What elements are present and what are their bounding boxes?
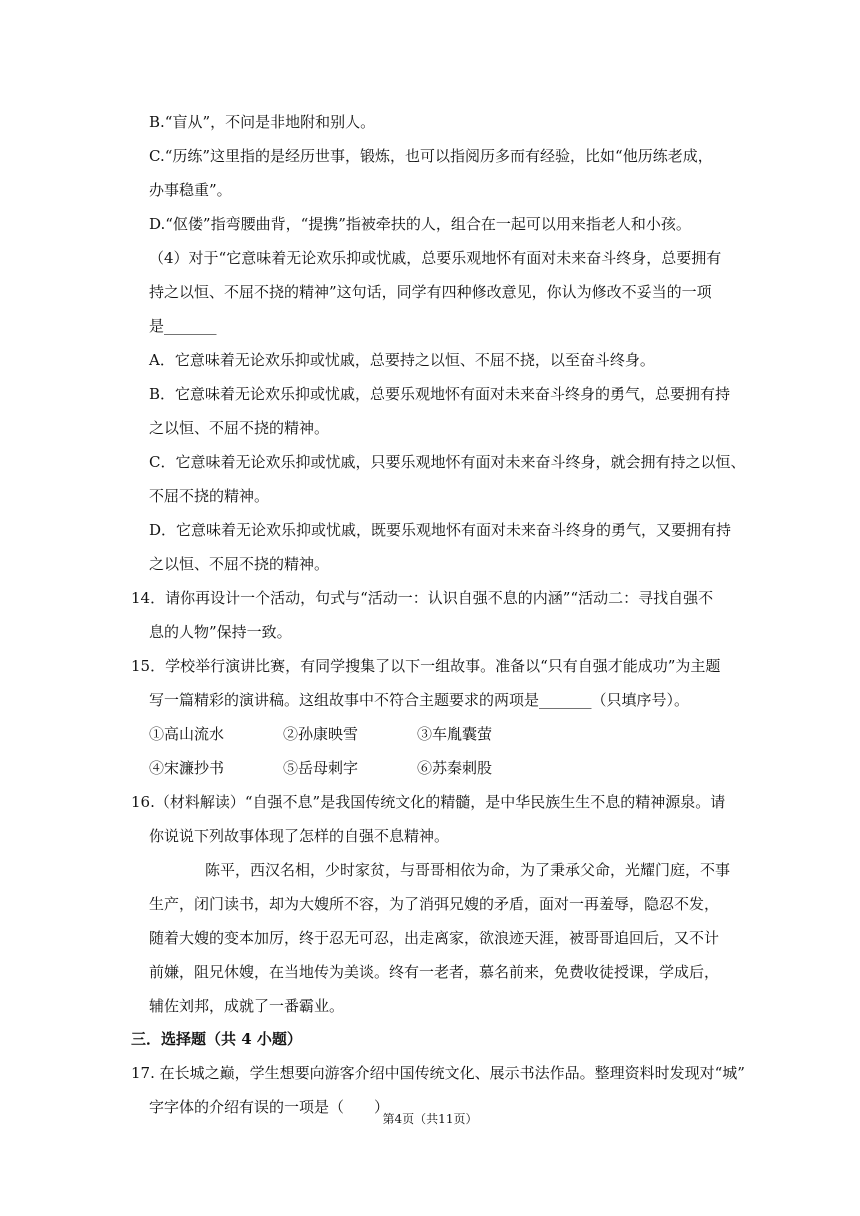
q4-stem-line3: 是_______ bbox=[149, 317, 217, 335]
option-d-line: D.“伛偻”指弯腰曲背，“提携”指被牵扶的人，组合在一起可以用来指老人和小孩。 bbox=[149, 215, 691, 233]
page-footer: 第4页（共11页） bbox=[382, 1112, 478, 1126]
question-15-cont: 写一篇精彩的演讲稿。这组故事中不符合主题要求的两项是_______（只填序号）。 bbox=[149, 691, 690, 709]
story-options bbox=[149, 724, 569, 778]
material-paragraph-line5: 辅佐刘邦，成就了一番霸业。 bbox=[149, 997, 345, 1015]
material-paragraph-line2: 生产，闭门读书，却为大嫂所不容，为了消弭兄嫂的矛盾，面对一再羞辱，隐忍不发， bbox=[149, 895, 720, 913]
question-15: 15．学校举行演讲比赛，有同学搜集了以下一组故事。准备以“只有自强才能成功”为主题 bbox=[131, 657, 721, 675]
question-16: 16.（材料解读）“自强不息”是我国传统文化的精髓，是中华民族生生不息的精神源泉。请 bbox=[131, 793, 726, 811]
material-paragraph-line4: 前嫌，阻兄休嫂，在当地传为美谈。终有一老者，慕名前来，免费收徒授课，学成后， bbox=[149, 963, 720, 981]
q4-option-c-cont: 不屈不挠的精神。 bbox=[149, 487, 270, 505]
story-option-4: ④宋濂抄书 bbox=[149, 759, 225, 777]
question-17-cont: 字字体的介绍有误的一项是（ ） bbox=[149, 1098, 390, 1116]
story-option-3: ③车胤囊萤 bbox=[417, 725, 493, 743]
section-heading: 三．选择题（共 4 小题） bbox=[131, 1030, 302, 1048]
question-16-cont: 你说说下列故事体现了怎样的自强不息精神。 bbox=[149, 827, 450, 845]
material-paragraph-line1: 陈平，西汉名相，少时家贫，与哥哥相依为命，为了秉承父命，光耀门庭，不事 bbox=[205, 861, 731, 879]
q4-option-d-cont: 之以恒、不屈不挠的精神。 bbox=[149, 555, 330, 573]
q4-stem-line2: 持之以恒、不屈不挠的精神”这句话，同学有四种修改意见，你认为修改不妥当的一项 bbox=[149, 283, 712, 301]
q4-option-c: C．它意味着无论欢乐抑或忧戚，只要乐观地怀有面对未来奋斗终身，就会拥有持之以恒、 bbox=[149, 453, 746, 471]
story-option-2: ②孙康映雪 bbox=[283, 725, 359, 743]
story-option-5: ⑤岳母刺字 bbox=[283, 759, 359, 777]
question-14: 14．请你再设计一个活动，句式与“活动一：认识自强不息的内涵”“活动二：寻找自强不 bbox=[131, 589, 714, 607]
option-c-line: C.“历练”这里指的是经历世事，锻炼，也可以指阅历多而有经验，比如“他历练老成， bbox=[149, 147, 713, 165]
question-14-cont: 息的人物”保持一致。 bbox=[149, 623, 292, 641]
q4-option-b-cont: 之以恒、不屈不挠的精神。 bbox=[149, 419, 330, 437]
question-17: 17. 在长城之巅，学生想要向游客介绍中国传统文化、展示书法作品。整理资料时发现对“城” bbox=[131, 1064, 745, 1082]
story-option-6: ⑥苏秦刺股 bbox=[417, 759, 493, 777]
option-b-line: B.“盲从”，不问是非地附和别人。 bbox=[149, 113, 376, 131]
q4-option-a: A．它意味着无论欢乐抑或忧戚，总要持之以恒、不屈不挠，以至奋斗终身。 bbox=[149, 351, 655, 369]
story-option-1: ①高山流水 bbox=[149, 725, 225, 743]
option-c-cont: 办事稳重”。 bbox=[149, 181, 232, 199]
q4-stem-line1: （4）对于“它意味着无论欢乐抑或忧戚，总要乐观地怀有面对未来奋斗终身，总要拥有 bbox=[149, 249, 722, 267]
material-paragraph-line3: 随着大嫂的变本加厉，终于忍无可忍，出走离家，欲浪迹天涯，被哥哥追回后，又不计 bbox=[149, 929, 720, 947]
q4-option-b: B．它意味着无论欢乐抑或忧戚，总要乐观地怀有面对未来奋斗终身的勇气，总要拥有持 bbox=[149, 385, 731, 403]
q4-option-d: D．它意味着无论欢乐抑或忧戚，既要乐观地怀有面对未来奋斗终身的勇气，又要拥有持 bbox=[149, 521, 732, 539]
